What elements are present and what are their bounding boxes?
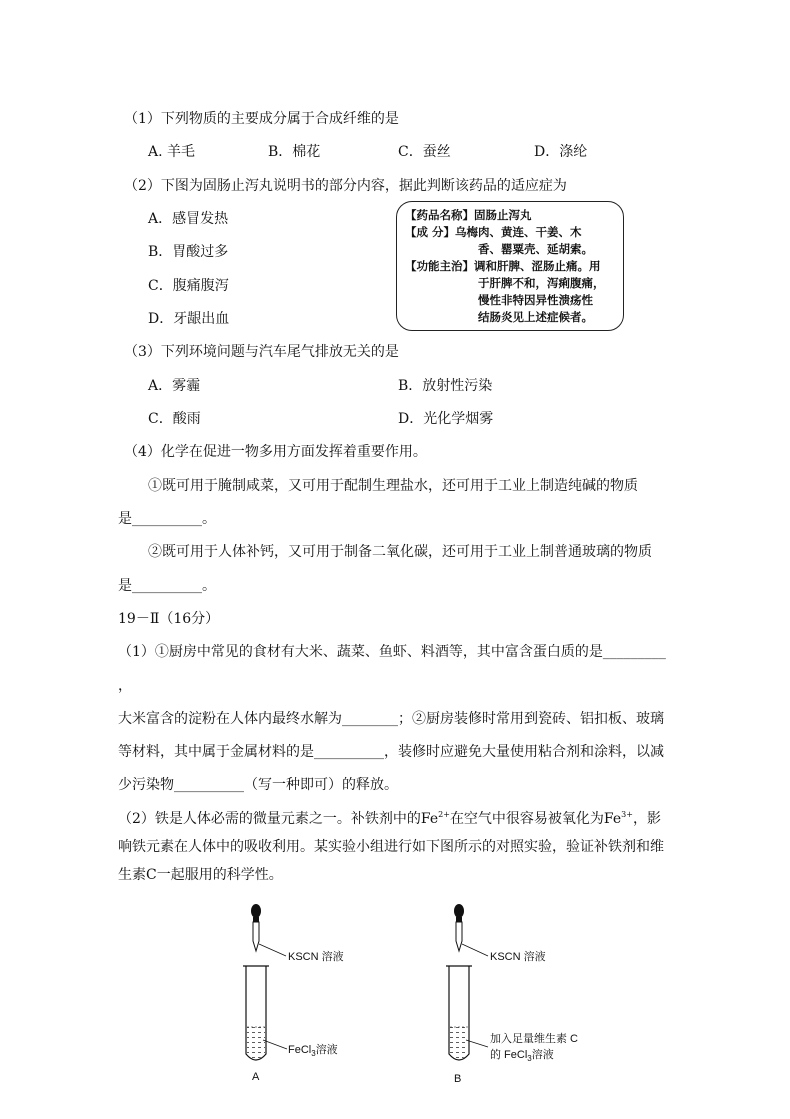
q4-stem: （4）化学在促进一物多用方面发挥着重要作用。 [124,444,427,460]
q2-option-b: B．胃酸过多 [148,244,229,260]
q3-stem: （3）下列环境问题与汽车尾气排放无关的是 [124,344,399,360]
p1-line2: ， [118,678,132,694]
q4-item2: ②既可用于人体补钙，又可用于制备二氧化碳，还可用于工业上制普通玻璃的物质 [148,544,652,560]
dropper-a-leader [259,944,286,956]
caption-b: B [454,1073,462,1085]
q3-option-d: D．光化学烟雾 [398,411,494,427]
q1-option-d: D．涤纶 [534,144,588,160]
q2-option-a: A．感冒发热 [148,211,229,227]
p1-line5: 少污染物__________（写一种即可）的释放。 [118,777,398,793]
p2-line3: 生素C一起服用的科学性。 [118,867,283,883]
q1-option-c: C．蚕丝 [398,144,451,160]
p1-line3: 大米富含的淀粉在人体内最终水解为________；②厨房装修时常用到瓷砖、铝扣板、玻璃 [118,711,664,727]
p2-line1: （2）铁是人体必需的微量元素之一。补铁剂中的$Fe^{2+}$在空气中很容易被氧化为$Fe^{3+}$，影 [118,810,661,827]
label-line-function-4: 结肠炎见上述症候者。 [478,310,593,324]
q3-option-a: A．雾霾 [148,378,201,394]
label-line-function-3: 慢性非特因异性溃疡性 [478,293,593,307]
test-tube-a [243,966,269,1060]
dropper-a-label: KSCN 溶液 [288,951,344,963]
p2-line2: 响铁元素在人体中的吸收利用。某实验小组进行如下图所示的对照实验，验证补铁剂和维 [118,839,664,855]
label-line-function-2: 于肝脾不和，泻痢腹痛， [478,276,605,290]
q3-option-b: B．放射性污染 [398,378,493,394]
q3-option-c: C．酸雨 [148,411,201,427]
q2-option-c: C．腹痛腹泻 [148,278,229,294]
tube-a-label: FeCl$_3$溶液 [288,1044,338,1058]
q1-option-b: B．棉花 [268,144,321,160]
dropper-b-leader [462,944,488,956]
q1-stem: （1）下列物质的主要成分属于合成纤维的是 [124,111,399,127]
label-line-name: 【药品名称】固肠止泻丸 [405,208,532,222]
caption-a: A [252,1071,260,1083]
tube-b-label-line1: 加入足量维生素 C [490,1033,578,1045]
q2-option-d: D．牙龈出血 [148,311,230,327]
q4-item1-blank: 是__________。 [118,511,216,527]
label-line-ingredients: 【成 分】乌梅肉、黄连、干姜、木 [405,225,582,239]
q2-stem: （2）下图为固肠止泻丸说明书的部分内容，据此判断该药品的适应症为 [124,178,567,194]
label-line-ingredients-cont: 香、罂粟壳、延胡索。 [478,242,593,256]
q4-item1: ①既可用于腌制咸菜，又可用于配制生理盐水，还可用于工业上制造纯碱的物质 [148,478,638,494]
label-line-function: 【功能主治】调和肝脾、涩肠止痛。用 [405,259,601,273]
tube-b-label-line2: 的 FeCl$_3$溶液 [490,1049,554,1063]
p1-line1: （1）①厨房中常见的食材有大米、蔬菜、鱼虾、料酒等，其中富含蛋白质的是_________ [118,644,666,660]
section-title: 19－Ⅱ（16分） [118,611,220,627]
q4-item2-blank: 是__________。 [118,578,216,594]
dropper-b-label: KSCN 溶液 [490,951,546,963]
q1-option-a: A. 羊毛 [148,144,196,160]
test-tube-b [446,966,472,1060]
p1-line4: 等材料，其中属于金属材料的是__________，装修时应避免大量使用粘合剂和涂料，以减 [118,744,664,760]
